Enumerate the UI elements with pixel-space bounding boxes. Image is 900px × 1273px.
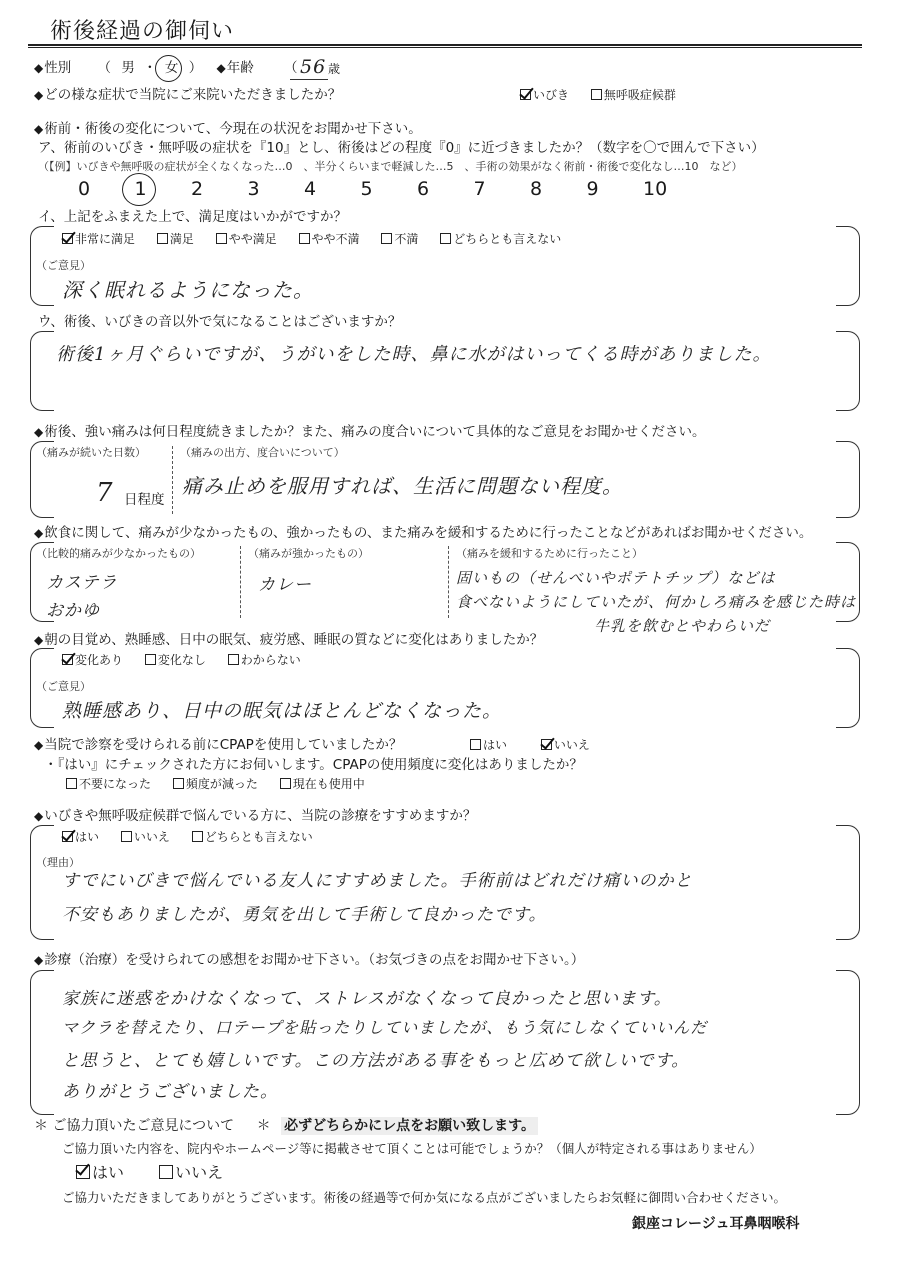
- satisfaction-opinion[interactable]: 深く眠れるようになった。: [62, 278, 314, 302]
- checkbox-icon[interactable]: [121, 831, 132, 842]
- option-somewhat-satisfied[interactable]: やや満足: [216, 232, 277, 246]
- divider: [448, 546, 449, 618]
- checkbox-icon[interactable]: [145, 654, 156, 665]
- box-right: [836, 648, 860, 728]
- age-unit: 歳: [328, 62, 341, 76]
- symptom-options: [520, 88, 694, 102]
- checkbox-icon[interactable]: [381, 233, 392, 244]
- diamond-icon: ◆: [34, 738, 44, 752]
- box-right: [836, 331, 860, 411]
- female-selected-circle: [155, 55, 182, 82]
- pain-days-label: （痛みが続いた日数）: [36, 446, 146, 459]
- q-symptom-text: どの様な症状で当院にご来院いただきましたか？: [44, 87, 342, 103]
- diamond-icon: ◆: [34, 633, 44, 647]
- checkbox-icon[interactable]: [541, 739, 552, 750]
- scale-2[interactable]: 2: [191, 178, 204, 200]
- q-pain: [34, 424, 705, 440]
- food-less-label: （比較的痛みが少なかったもの）: [36, 547, 201, 560]
- option-apnea[interactable]: 無呼吸症候群: [591, 88, 676, 102]
- pain-days-unit: 日程度: [124, 492, 165, 508]
- box-left: [30, 825, 54, 940]
- scale-10[interactable]: 10: [643, 178, 668, 200]
- gender-row: ◆性別 （ 男 ・ 女 ） ◆年齢 （: [34, 60, 298, 76]
- footer-asterisk: ＊: [256, 1118, 271, 1134]
- scale-4[interactable]: 4: [304, 178, 317, 200]
- checkbox-icon[interactable]: [159, 1165, 173, 1179]
- age-value[interactable]: 56: [300, 56, 327, 78]
- checkbox-icon[interactable]: [280, 778, 291, 789]
- impression-line-4[interactable]: ありがとうございました。: [62, 1082, 278, 1102]
- q-cpap: [34, 737, 402, 753]
- recommend-reason-1[interactable]: すでにいびきで悩んでいる友人にすすめました。手術前はどれだけ痛いのかと: [62, 871, 693, 891]
- option-no-change[interactable]: 変化なし: [145, 653, 206, 667]
- q-cpap-text: 当院で診察を受けられる前にCPAPを使用していましたか？: [44, 737, 403, 753]
- pain-days-value[interactable]: 7: [96, 478, 114, 508]
- option-still-using[interactable]: 現在も使用中: [280, 777, 365, 791]
- checkbox-icon[interactable]: [76, 1165, 90, 1179]
- title-rule: [28, 44, 862, 48]
- option-cpap-yes[interactable]: はい: [470, 738, 507, 752]
- box-right: [836, 441, 860, 518]
- q-food-text: 飲食に関して、痛みが少なかったもの、強かったもの、また痛みを緩和するために行ったことなどがあればお聞かせください。: [44, 525, 813, 541]
- option-dissatisfied[interactable]: 不満: [381, 232, 418, 246]
- box-right: [836, 825, 860, 940]
- option-permit-yes[interactable]: はい: [76, 1163, 124, 1182]
- box-left: [30, 331, 54, 411]
- q-pain-text: 術後、強い痛みは何日程度続きましたか？また、痛みの度合いについて具体的なご意見をお聞かせください。: [44, 424, 706, 440]
- footer-options: [76, 1163, 223, 1182]
- checkbox-icon[interactable]: [299, 233, 310, 244]
- q-u-text: ウ、術後、いびきの音以外で気になることはございますか？: [38, 314, 402, 330]
- option-neutral[interactable]: どちらとも言えない: [440, 232, 561, 246]
- q-symptom: [34, 87, 341, 103]
- checkbox-icon[interactable]: [62, 233, 73, 244]
- clinic-name: 銀座コレージュ耳鼻咽喉科: [632, 1216, 800, 1232]
- q-impression: [34, 952, 584, 968]
- footer-thanks: ご協力いただきましてありがとうございます。術後の経過等で何か気になる点がございましたらお気軽に御問い合わせください。: [62, 1190, 787, 1205]
- diamond-icon: ◆: [34, 809, 44, 823]
- q-a-text: ア、術前のいびき・無呼吸の症状を『10』とし、術後はどの程度『0』に近づきましたか？（数字を〇で囲んで下さい）: [38, 140, 765, 156]
- age-underline: [290, 79, 328, 80]
- option-not-needed[interactable]: 不要になった: [66, 777, 151, 791]
- q-food: [34, 525, 812, 541]
- checkbox-icon[interactable]: [62, 831, 73, 842]
- q-impression-text: 診療（治療）を受けられての感想をお聞かせ下さい。（お気づきの点をお聞かせ下さい。）: [44, 952, 585, 968]
- checkbox-icon[interactable]: [470, 739, 481, 750]
- box-right: [836, 226, 860, 306]
- diamond-icon: ◆: [34, 526, 44, 540]
- age-label: 年齢: [226, 60, 254, 76]
- cpap-options: [470, 738, 608, 752]
- morning-opinion[interactable]: 熟睡感あり、日中の眠気はほとんどなくなった。: [62, 700, 503, 722]
- food-less-1[interactable]: カステラ: [46, 573, 118, 593]
- footer-heading: [34, 1118, 538, 1135]
- pain-degree-label: （痛みの出方、度合いについて）: [180, 446, 345, 459]
- food-relief-2[interactable]: 食べないようにしていたが、何かしろ痛みを感じた時は: [456, 593, 857, 611]
- diamond-icon: ◆: [34, 425, 44, 439]
- checkbox-icon[interactable]: [66, 778, 77, 789]
- divider: [240, 546, 241, 618]
- section-change: [34, 121, 422, 137]
- recommend-reason-2[interactable]: 不安もありましたが、勇気を出して手術して良かったです。: [62, 905, 547, 925]
- morning-options: [62, 653, 319, 667]
- scale-selected-circle: [122, 173, 156, 206]
- divider: [172, 446, 173, 514]
- scale-row: [78, 178, 700, 200]
- impression-line-3[interactable]: と思うと、とても嬉しいです。この方法がある事をもっと広めて欲しいです。: [62, 1051, 690, 1071]
- recommend-options: [62, 830, 331, 844]
- q-i-text: イ、上記をふまえた上で、満足度はいかがですか？: [38, 209, 348, 225]
- option-very-satisfied[interactable]: 非常に満足: [62, 232, 135, 246]
- diamond-icon: ◆: [34, 61, 44, 75]
- q-u-answer[interactable]: 術後1ヶ月ぐらいですが、うがいをした時、鼻に水がはいってくる時がありました。: [56, 344, 772, 365]
- checkbox-icon[interactable]: [228, 654, 239, 665]
- gender-male[interactable]: 男: [121, 60, 135, 76]
- checkbox-icon[interactable]: [192, 831, 203, 842]
- q-recommend: [34, 808, 476, 824]
- checkbox-icon[interactable]: [216, 233, 227, 244]
- q-morning-text: 朝の目覚め、熟睡感、日中の眠気、疲労感、睡眠の質などに変化はありましたか？: [44, 632, 544, 648]
- scale-9[interactable]: 9: [586, 178, 599, 200]
- option-permit-no[interactable]: いいえ: [159, 1163, 223, 1182]
- option-recommend-neutral[interactable]: どちらとも言えない: [192, 830, 313, 844]
- footer-permission: ご協力頂いた内容を、院内やホームページ等に掲載させて頂くことは可能でしょうか？（個人が特定される事はありません）: [62, 1141, 762, 1156]
- food-less-2[interactable]: おかゆ: [46, 601, 100, 621]
- q-a-example: （【例】いびきや無呼吸の症状が全くなくなった…0 、半分くらいまで軽減した…5 、手術の効果がなく術前・術後で変化なし…10 など）: [38, 160, 743, 173]
- scale-5[interactable]: 5: [360, 178, 373, 200]
- opinion-label: （ご意見）: [36, 680, 91, 693]
- opinion-label: （ご意見）: [36, 259, 91, 272]
- cpap-sub-options: [66, 777, 383, 791]
- checkbox-icon[interactable]: [173, 778, 184, 789]
- checkbox-icon[interactable]: [520, 89, 531, 100]
- pain-degree-text[interactable]: 痛み止めを服用すれば、生活に問題ない程度。: [182, 474, 623, 498]
- reason-label: （理由）: [36, 856, 80, 869]
- gender-female[interactable]: 女: [164, 60, 179, 76]
- box-left: [30, 970, 54, 1115]
- option-cpap-no[interactable]: いいえ: [541, 738, 590, 752]
- checkbox-icon[interactable]: [157, 233, 168, 244]
- diamond-icon: ◆: [216, 61, 226, 75]
- scale-3[interactable]: 3: [247, 178, 260, 200]
- impression-line-1[interactable]: 家族に迷惑をかけなくなって、ストレスがなくなって良かったと思います。: [62, 989, 672, 1009]
- box-right: [836, 970, 860, 1115]
- q-recommend-text: いびきや無呼吸症候群で悩んでいる方に、当院の診療をすすめますか？: [44, 808, 477, 824]
- scale-8[interactable]: 8: [530, 178, 543, 200]
- food-strong-label: （痛みが強かったもの）: [248, 547, 369, 560]
- scale-0[interactable]: 0: [78, 178, 91, 200]
- option-recommend-yes[interactable]: はい: [62, 830, 99, 844]
- gender-label: 性別: [44, 60, 72, 76]
- food-relief-3[interactable]: 牛乳を飲むとやわらいだ: [594, 617, 771, 635]
- q-cpap-sub: ・『はい』にチェックされた方にお伺いします。CPAPの使用頻度に変化はありましたか？: [44, 757, 583, 773]
- option-unknown[interactable]: わからない: [228, 653, 301, 667]
- diamond-icon: ◆: [34, 88, 44, 102]
- footer-heading-text: ＊ ご協力頂いたご意見について: [34, 1118, 235, 1134]
- checkbox-icon[interactable]: [591, 89, 602, 100]
- food-relief-label: （痛みを緩和するために行ったこと）: [456, 547, 643, 560]
- page-title: 術後経過の御伺い: [50, 19, 235, 44]
- checkbox-icon[interactable]: [62, 654, 73, 665]
- section-change-text: 術前・術後の変化について、今現在の状況をお聞かせ下さい。: [44, 121, 422, 137]
- option-satisfied[interactable]: 満足: [157, 232, 194, 246]
- diamond-icon: ◆: [34, 953, 44, 967]
- footer-must: 必ずどちらかにレ点をお願い致します。: [281, 1117, 538, 1135]
- food-relief-1[interactable]: 固いもの（せんべいやポテトチップ）などは: [456, 569, 776, 587]
- scale-7[interactable]: 7: [473, 178, 486, 200]
- impression-line-2[interactable]: マクラを替えたり、口テープを貼ったりしていましたが、もう気にしなくていいんだ: [62, 1018, 708, 1037]
- option-recommend-no[interactable]: いいえ: [121, 830, 170, 844]
- food-strong[interactable]: カレー: [258, 575, 312, 595]
- diamond-icon: ◆: [34, 122, 44, 136]
- option-somewhat-dissatisfied[interactable]: やや不満: [299, 232, 360, 246]
- scale-1[interactable]: 1: [134, 178, 147, 200]
- scale-6[interactable]: 6: [417, 178, 430, 200]
- checkbox-icon[interactable]: [440, 233, 451, 244]
- option-less-frequent[interactable]: 頻度が減った: [173, 777, 258, 791]
- option-changed[interactable]: 変化あり: [62, 653, 123, 667]
- satisfaction-options: [62, 232, 579, 246]
- option-ibiki[interactable]: いびき: [520, 88, 569, 102]
- q-morning: [34, 632, 543, 648]
